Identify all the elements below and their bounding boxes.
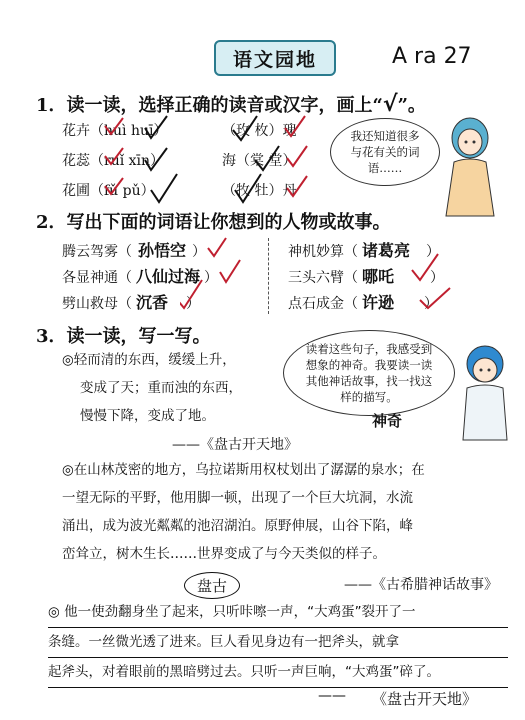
q3-passage-1-line-3: 慢慢下降，变成了地。 [80, 408, 215, 424]
q3-hand-line-1: ◎ 他一使劲翻身坐了起来，只听咔嚓一声，“大鸡蛋”裂开了一 [48, 598, 508, 628]
q1-row-2b: 海（棠 堂） [222, 153, 297, 169]
boy-illustration [455, 340, 515, 450]
q2-left-1-answer: 孙悟空 [138, 241, 187, 260]
q3-hand-line-3: 起斧头，对着眼前的黑暗劈过去。只听一声巨响，“大鸡蛋”碎了。 [48, 658, 508, 688]
girl-illustration [440, 112, 500, 222]
q3-passage-2 [62, 456, 502, 568]
speech-bubble-1 [330, 118, 440, 186]
q2-right-3-term: 点石成金（ [288, 296, 358, 312]
q3-heading: 3．读一读，写一写。 [36, 326, 211, 347]
q2-left-2-term: 各显神通（ [62, 270, 132, 286]
q2-left-2-close: ） [204, 270, 219, 286]
q3-hand-dash: —— [318, 688, 346, 704]
q2-right-2-close: ） [430, 270, 445, 286]
q1-check-mark: √ [382, 92, 398, 117]
page-title: 语文园地 [214, 40, 336, 76]
q3-passage-2-line-4: 峦耸立，树木生长……世界变成了与今天类似的样子。 [62, 546, 386, 562]
q3-passage-1-line-2: 变成了天；重而浊的东西， [80, 380, 242, 396]
q1-row-3a: 花圃（fǔ pǔ） [62, 183, 155, 199]
q3-passage-2-line-2: 一望无际的平野，他用脚一顿，出现了一个巨大坑洞，水流 [62, 490, 413, 506]
speech-bubble-2 [283, 330, 455, 416]
q3-hand-note: 盘古 [184, 572, 240, 599]
q2-heading: 2．写出下面的词语让你想到的人物或故事。 [36, 212, 391, 233]
q3-passage-2-line-1: ◎在山林茂密的地方，乌拉诺斯用权杖划出了潺潺的泉水；在 [62, 462, 425, 478]
q3-passage-1 [62, 346, 242, 430]
q1-heading-text: 1．读一读，选择正确的读音或汉字，画上“ [36, 95, 383, 116]
q2-right-2-answer: 哪吒 [362, 267, 395, 286]
speech-bubble-1-text: 我还知道很多与花有关的词语…… [350, 129, 420, 175]
q3-passage-1-source: ——《盘古开天地》 [172, 437, 298, 453]
q2-left-1-close: ） [192, 244, 207, 260]
q2-check-marks [180, 230, 480, 320]
q3-hand-line-2: 条缝。一丝微光透了进来。巨人看见身边有一把斧头，就拿 [48, 628, 508, 658]
q2-right-2-term: 三头六臂（ [288, 270, 358, 286]
q3-passage-2-line-3: 涌出，成为波光粼粼的池沼湖泊。原野伸展，山谷下陷，峰 [62, 518, 413, 534]
q2-left-1-term: 腾云驾雾（ [62, 244, 132, 260]
q1-row-1a: 花卉（huì huī） [62, 123, 168, 139]
q2-left-3-term: 劈山救母（ [62, 296, 132, 312]
q3-passage-1-line-1: ◎轻而清的东西，缓缓上升， [62, 352, 236, 368]
q3-handwritten-answer [48, 598, 508, 688]
q2-left-2-answer: 八仙过海 [136, 267, 201, 286]
corner-handwriting: A ra 27 [392, 44, 472, 69]
q2-left-3-close: ） [186, 296, 201, 312]
q2-right-1-term: 神机妙算（ [288, 244, 358, 260]
q2-right-3-answer: 许逊 [362, 293, 395, 312]
q2-right-3-close: ） [424, 296, 439, 312]
q2-right-1-answer: 诸葛亮 [362, 241, 411, 260]
q2-right-1-close: ） [426, 244, 441, 260]
speech-bubble-2-text: 读着这些句子，我感受到想象的神奇。我要读一读其他神话故事，找一找这样的描写。 [305, 342, 433, 404]
q1-row-2a: 花蕊（ruǐ xīn） [62, 153, 165, 169]
speech-bubble-2-note: 神奇 [372, 412, 403, 430]
q1-row-3b: （牧 牡）丹 [222, 183, 297, 199]
q1-heading-end: ”。 [397, 95, 426, 116]
q3-hand-source: 《盘古开天地》 [372, 690, 478, 708]
q3-passage-2-source: ——《古希腊神话故事》 [344, 577, 498, 593]
q1-check-marks [55, 110, 315, 210]
q2-left-3-answer: 沉香 [136, 293, 169, 312]
q1-row-1b: （玫 枚）瑰 [222, 123, 297, 139]
